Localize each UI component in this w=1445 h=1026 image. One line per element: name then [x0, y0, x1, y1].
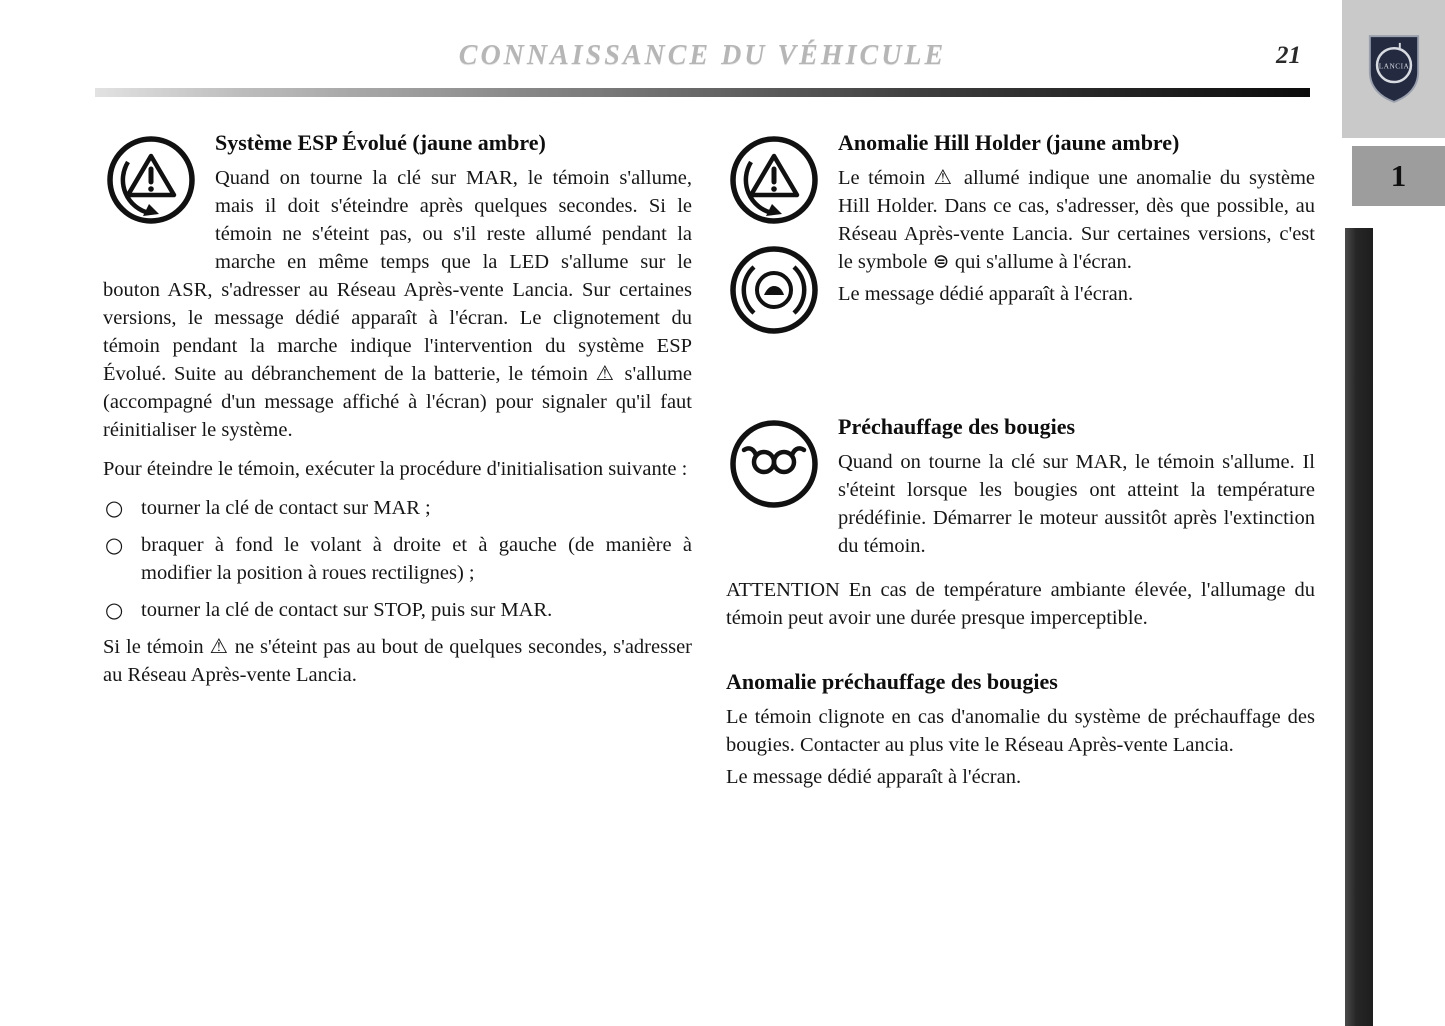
brake-hill-holder-icon: [726, 242, 822, 338]
esp-bullet-2: [103, 531, 692, 587]
esp-warning-icon: [726, 132, 822, 228]
page-title: CONNAISSANCE DU VÉHICULE: [458, 40, 947, 71]
section-heading-glow-plugs: Préchauffage des bougies: [838, 414, 1076, 439]
section-heading-hill-holder: Anomalie Hill Holder (jaune ambre): [838, 130, 1180, 155]
chapter-tab: [1352, 146, 1445, 206]
bullet-circle-icon: ○: [105, 496, 124, 520]
right-column: [726, 130, 1315, 802]
section-heading-esp: Système ESP Évolué (jaune ambre): [215, 130, 546, 155]
hill-holder-icon-stack: [726, 132, 822, 352]
glow-plugs-fault-paragraph-1: Le témoin clignote en cas d'anomalie du système de préchauffage des bougies. Contacter au plus vite le Réseau Après-vente Lancia.: [726, 706, 1315, 756]
header-divider-rule: [95, 88, 1310, 97]
left-column: [103, 130, 692, 802]
page-content: [103, 130, 1315, 802]
hill-holder-paragraph-2: Le message dédié apparaît à l'écran.: [838, 283, 1134, 305]
esp-paragraph-1: Quand on tourne la clé sur MAR, le témoin s'allume, mais il doit s'éteindre après quelques secondes. Si le témoin ne s'éteint pas, ou s'il reste allumé pendant la marche en même temps que la LED s'allume sur le bouton ASR, s'adresser au Réseau Après-vente Lancia. Sur certaines versions, le message dédié apparaît à l'écran. Le clignotement du témoin pendant la marche indique l'intervention du système ESP Évolué. Suite au débranchement de la batterie, le témoin ⚠ s'allume (accompagné d'un message affiché à l'écran) pour signaler qu'il faut réinitialiser le système.: [103, 167, 692, 441]
glow-plugs-attention-note: ATTENTION En cas de température ambiante élevée, l'allumage du témoin peut avoir une durée presque imperceptible.: [726, 579, 1315, 629]
glow-plug-icon: [726, 416, 822, 526]
section-heading-glow-plugs-fault: Anomalie préchauffage des bougies: [726, 669, 1058, 694]
lancia-logo-text: LANCIA: [1378, 61, 1409, 71]
esp-bullet-1: [103, 494, 692, 522]
esp-bullet-3: [103, 596, 692, 624]
glow-plugs-fault-paragraph-2: Le message dédié apparaît à l'écran.: [726, 766, 1022, 788]
chapter-number: 1: [1390, 158, 1407, 193]
chapter-side-bar: [1345, 228, 1373, 1026]
section-glow-plugs: [726, 414, 1315, 643]
esp-bullet-3-text: tourner la clé de contact sur STOP, puis sur MAR.: [141, 599, 553, 621]
bullet-circle-icon: ○: [105, 598, 124, 622]
esp-warning-icon: [103, 132, 199, 242]
esp-paragraph-2: Pour éteindre le témoin, exécuter la procédure d'initialisation suivante :: [103, 458, 688, 480]
section-glow-plugs-fault: [726, 669, 1315, 791]
glow-plugs-paragraph-1: Quand on tourne la clé sur MAR, le témoin s'allume. Il s'éteint lorsque les bougies ont atteint la température prédéfinie. Démarrer le moteur aussitôt après l'extinction du témoin.: [838, 451, 1315, 557]
esp-paragraph-3: Si le témoin ⚠ ne s'éteint pas au bout de quelques secondes, s'adresser au Réseau Après-vente Lancia.: [103, 636, 692, 686]
section-hill-holder: [726, 130, 1315, 360]
lancia-logo-icon: [1365, 33, 1423, 105]
page-number: 21: [1276, 42, 1301, 69]
section-esp: [103, 130, 692, 700]
bullet-circle-icon: ○: [105, 533, 124, 557]
esp-bullet-1-text: tourner la clé de contact sur MAR ;: [141, 497, 431, 519]
esp-bullet-2-text: braquer à fond le volant à droite et à gauche (de manière à modifier la position à roues rectilignes) ;: [141, 534, 692, 584]
brand-logo-panel: [1342, 0, 1445, 138]
hill-holder-paragraph-1: Le témoin ⚠ allumé indique une anomalie du système Hill Holder. Dans ce cas, s'adresser, dès que possible, au Réseau Après-vente Lancia. Sur certaines versions, c'est le symbole ⊜ qui s'allume à l'écran.: [838, 167, 1315, 273]
